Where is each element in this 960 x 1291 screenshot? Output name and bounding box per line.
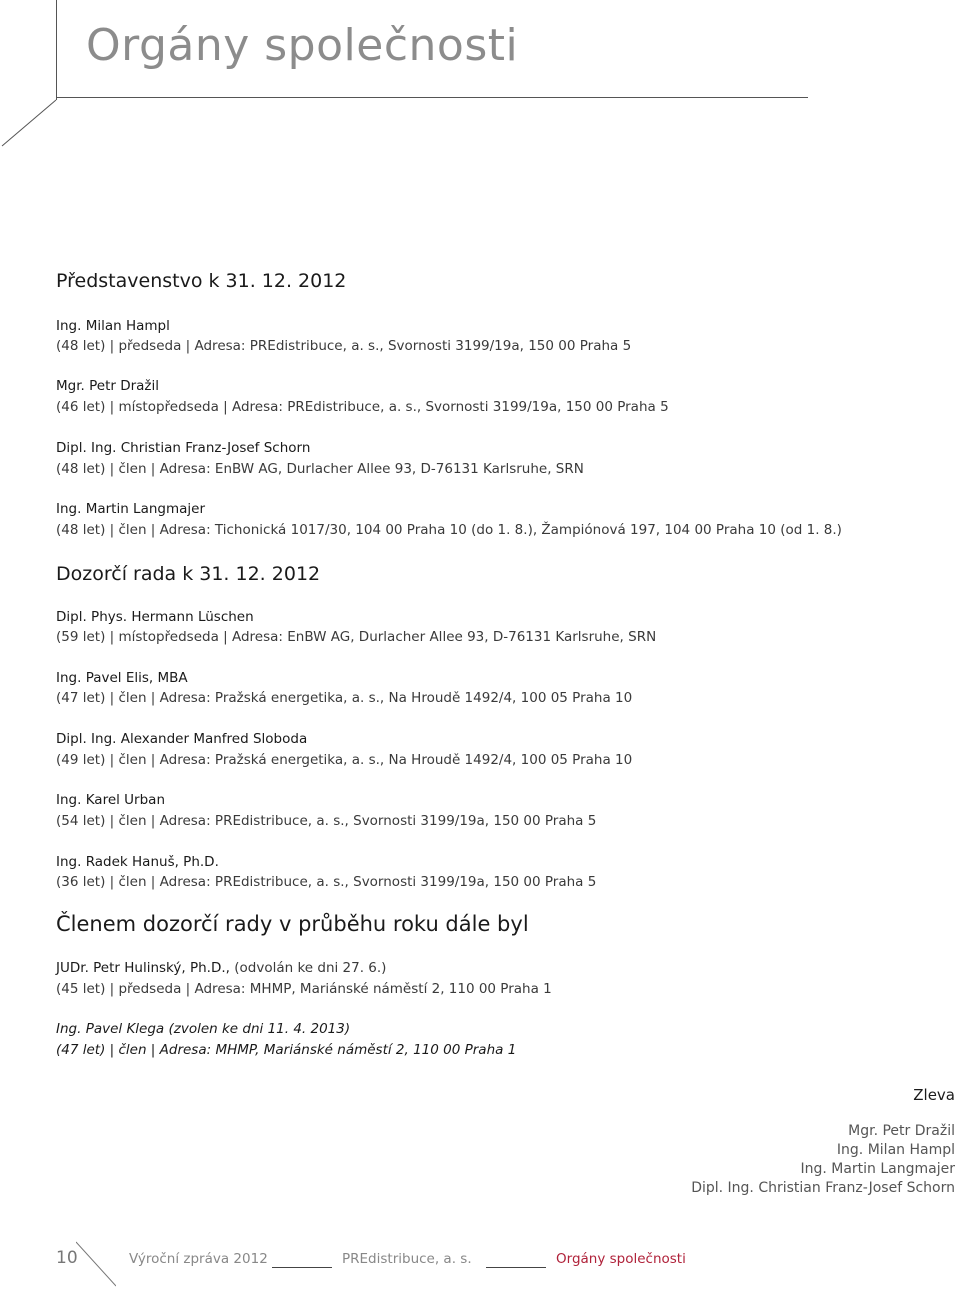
page-number: 10 xyxy=(56,1248,78,1268)
member-info: (47 let) | člen | Adresa: MHMP, Mariánské náměstí 2, 110 00 Praha 1 xyxy=(56,1042,517,1058)
caption-name: Mgr. Petr Dražil xyxy=(848,1123,955,1139)
caption-name: Ing. Martin Langmajer xyxy=(800,1161,955,1177)
footer-rule xyxy=(486,1267,546,1268)
member-info: (45 let) | předseda | Adresa: MHMP, Mariánské náměstí 2, 110 00 Praha 1 xyxy=(56,981,552,997)
member-info: (48 let) | předseda | Adresa: PREdistribuce, a. s., Svornosti 3199/19a, 150 00 Praha 5 xyxy=(56,338,632,354)
member-info: (47 let) | člen | Adresa: Pražská energetika, a. s., Na Hroudě 1492/4, 100 05 Praha 10 xyxy=(56,690,633,706)
footer-diagonal-mark xyxy=(76,1240,116,1288)
member-name: Dipl. Ing. Christian Franz-Josef Schorn xyxy=(56,440,311,456)
member-name: Mgr. Petr Dražil xyxy=(56,378,160,394)
member-info: (49 let) | člen | Adresa: Pražská energetika, a. s., Na Hroudě 1492/4, 100 05 Praha 10 xyxy=(56,752,633,768)
member-name-line xyxy=(56,960,386,976)
member-name: Ing. Karel Urban xyxy=(56,792,166,808)
member-name: Ing. Martin Langmajer xyxy=(56,501,206,517)
page-title: Orgány společnosti xyxy=(86,20,519,71)
footer-company: PREdistribuce, a. s. xyxy=(342,1251,472,1267)
supervisory-section-title: Dozorčí rada k 31. 12. 2012 xyxy=(56,563,321,585)
member-name: Ing. Milan Hampl xyxy=(56,318,170,334)
caption-heading: Zleva xyxy=(913,1086,955,1104)
header-diagonal-mark xyxy=(0,0,60,150)
member-info: (59 let) | místopředseda | Adresa: EnBW AG, Durlacher Allee 93, D-76131 Karlsruhe, SRN xyxy=(56,629,657,645)
member-name: Dipl. Ing. Alexander Manfred Sloboda xyxy=(56,731,308,747)
member-name: Ing. Pavel Elis, MBA xyxy=(56,670,188,686)
member-name: JUDr. Petr Hulinský, Ph.D., xyxy=(56,960,230,976)
caption-name: Ing. Milan Hampl xyxy=(836,1142,955,1158)
footer-section: Orgány společnosti xyxy=(556,1251,686,1267)
member-info: (36 let) | člen | Adresa: PREdistribuce, a. s., Svornosti 3199/19a, 150 00 Praha 5 xyxy=(56,874,597,890)
footer-report-title: Výroční zpráva 2012 xyxy=(129,1251,268,1267)
additional-section-title: Členem dozorčí rady v průběhu roku dále byl xyxy=(56,912,529,936)
member-info: (48 let) | člen | Adresa: Tichonická 1017/30, 104 00 Praha 10 (do 1. 8.), Žampiónová 197, 104 00 Praha 10 (od 1. 8.) xyxy=(56,522,842,538)
footer-rule xyxy=(272,1267,332,1268)
member-info: (48 let) | člen | Adresa: EnBW AG, Durlacher Allee 93, D-76131 Karlsruhe, SRN xyxy=(56,461,584,477)
caption-name: Dipl. Ing. Christian Franz-Josef Schorn xyxy=(691,1180,955,1196)
member-name: Dipl. Phys. Hermann Lüschen xyxy=(56,609,254,625)
member-name: Ing. Pavel Klega (zvolen ke dni 11. 4. 2013) xyxy=(56,1021,351,1037)
board-section-title: Představenstvo k 31. 12. 2012 xyxy=(56,270,347,292)
member-info: (46 let) | místopředseda | Adresa: PREdistribuce, a. s., Svornosti 3199/19a, 150 00 Praha 5 xyxy=(56,399,669,415)
header-horizontal-rule xyxy=(56,97,808,98)
member-name: Ing. Radek Hanuš, Ph.D. xyxy=(56,854,219,870)
member-note: (odvolán ke dni 27. 6.) xyxy=(229,960,387,976)
member-info: (54 let) | člen | Adresa: PREdistribuce, a. s., Svornosti 3199/19a, 150 00 Praha 5 xyxy=(56,813,597,829)
